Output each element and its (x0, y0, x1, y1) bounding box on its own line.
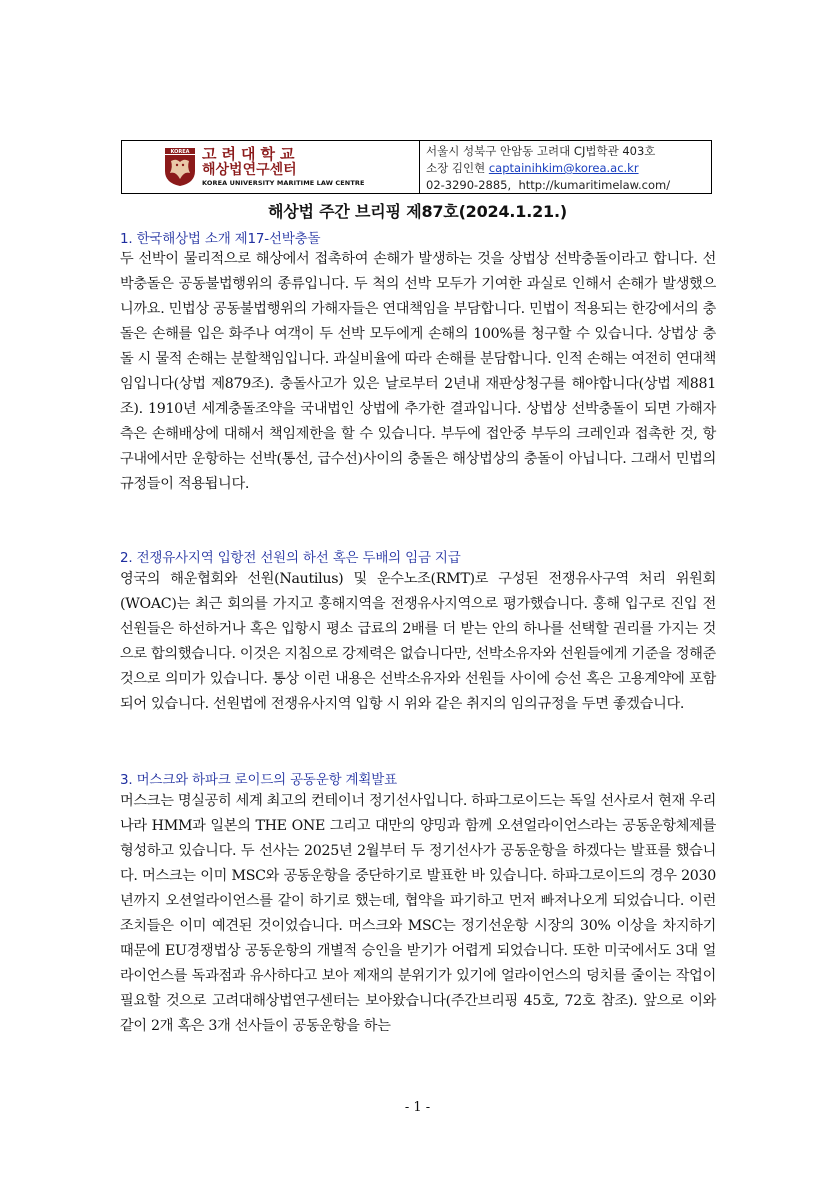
section-2-body: 영국의 해운협회와 선원(Nautilus) 및 운수노조(RMT)로 구성된 전쟁유사구역 처리 위원회(WOAC)는 최근 회의를 가지고 홍해지역을 전쟁유사지역으로 평가했습니다. 홍해 입구로 진입 전 선원들은 하선하거나 혹은 입항시 평소 급료의 2배를 더 받는 안의 하나를 선택할 권리를 가지는 것으로 합의했습니다. 이것은 지침으로 강제력은 없습니다만, 선박소유자와 선원들에게 기준을 정해준 것으로 의미가 있습니다. 통상 이런 내용은 선박소유자와 선원들 사이에 승선 혹은 고용계약에 포함되어 있습니다. 선원법에 전쟁유사지역 입항 시 위와 같은 취지의 임의규정을 두면 좋겠습니다. (120, 571, 716, 712)
website-url[interactable]: http://kumaritimelaw.com/ (518, 178, 671, 192)
director-line (426, 160, 711, 177)
page-number: - 1 - (404, 1100, 431, 1115)
emblem-text: KOREA (170, 149, 190, 155)
briefing-title: 해상법 주간 브리핑 제87호(2024.1.21.) (268, 202, 567, 221)
section-3-body: 머스크는 명실공히 세계 최고의 컨테이너 정기선사입니다. 하파그로이드는 독일 선사로서 현재 우리나라 HMM과 일본의 THE ONE 그리고 대만의 양밍과 함께 오션얼라이언스라는 공동운항체제를 형성하고 있습니다. 두 선사는 2025년 2월부터 두 정기선사가 공동운항을 하겠다는 발표를 했습니다. 머스크는 이미 MSC와 공동운항을 중단하기로 발표한 바 있습니다. 하파그로이드의 경우 2030년까지 오션얼라이언스를 같이 하기로 했는데, 협약을 파기하고 먼저 빠져나오게 되었습니다. 이런 조치들은 이미 예견된 것이었습니다. 머스크와 MSC는 정기선운항 시장의 30% 이상을 차지하기 때문에 EU경쟁법상 공동운항의 개별적 승인을 받기가 어렵게 되었습니다. 또한 미국에서도 3대 얼라이언스를 독과점과 유사하다고 보아 제재의 분위기가 있기에 얼라이언스의 덩치를 줄이는 작업이 필요할 것으로 고려대해상법연구센터는 보아왔습니다(주간브리핑 45호, 72호 참조). 앞으로 이와같이 2개 혹은 3개 선사들이 공동운항을 하는 (120, 793, 716, 1034)
phone-web-line (426, 177, 711, 194)
section-1-heading: 1. 한국해상법 소개 제17-선박충돌 (120, 231, 321, 247)
section-1-body: 두 선박이 물리적으로 해상에서 접촉하여 손해가 발생하는 것을 상법상 선박충돌이라고 합니다. 선박충돌은 공동불법행위의 종류입니다. 두 척의 선박 모두가 기여한 과실로 인해서 손해가 발생했으니까요. 민법상 공동불법행위의 가해자들은 연대책임을 부담합니다. 민법이 적용되는 한강에서의 충돌은 손해를 입은 화주나 여객이 두 선박 모두에게 손해의 100%를 청구할 수 있습니다. 상법상 충돌 시 물적 손해는 분할책임입니다. 과실비율에 따라 손해를 분담합니다. 인적 손해는 여전히 연대책임입니다(상법 제879조). 충돌사고가 있은 날로부터 2년내 재판상청구를 해야합니다(상법 제881조). 1910년 세계충돌조약을 국내법인 상법에 추가한 결과입니다. 상법상 선박충돌이 되면 가해자측은 손해배상에 대해서 책임제한을 할 수 있습니다. 부두에 접안중 부두의 크레인과 접촉한 것, 항구내에서만 운항하는 선박(통선, 급수선)사이의 충돌은 해상법상의 충돌이 아닙니다. 그래서 민법의 규정들이 적용됩니다. (120, 251, 716, 492)
address-line: 서울시 성북구 안암동 고려대 CJ법학관 403호 (426, 144, 656, 158)
contact-info-cell (420, 141, 711, 193)
director-label: 소장 김인현 (426, 161, 486, 175)
phone-number: 02-3290-2885, (426, 178, 512, 192)
logo-center-name: 해상법연구센터 (202, 162, 297, 179)
logo-cell (122, 141, 420, 193)
logo-university-name: 고려대학교 (202, 145, 300, 164)
section-3-heading: 3. 머스크와 하파크 로이드의 공동운항 계획발표 (120, 772, 397, 788)
email-link[interactable]: captainihkim@korea.ac.kr (488, 161, 639, 175)
letterhead-table (121, 140, 712, 194)
university-emblem-icon (164, 147, 196, 187)
section-2-heading: 2. 전쟁유사지역 입항전 선원의 하선 혹은 두배의 임금 지급 (120, 550, 461, 566)
logo-english-name: KOREA UNIVERSITY MARITIME LAW CENTRE (202, 179, 365, 188)
